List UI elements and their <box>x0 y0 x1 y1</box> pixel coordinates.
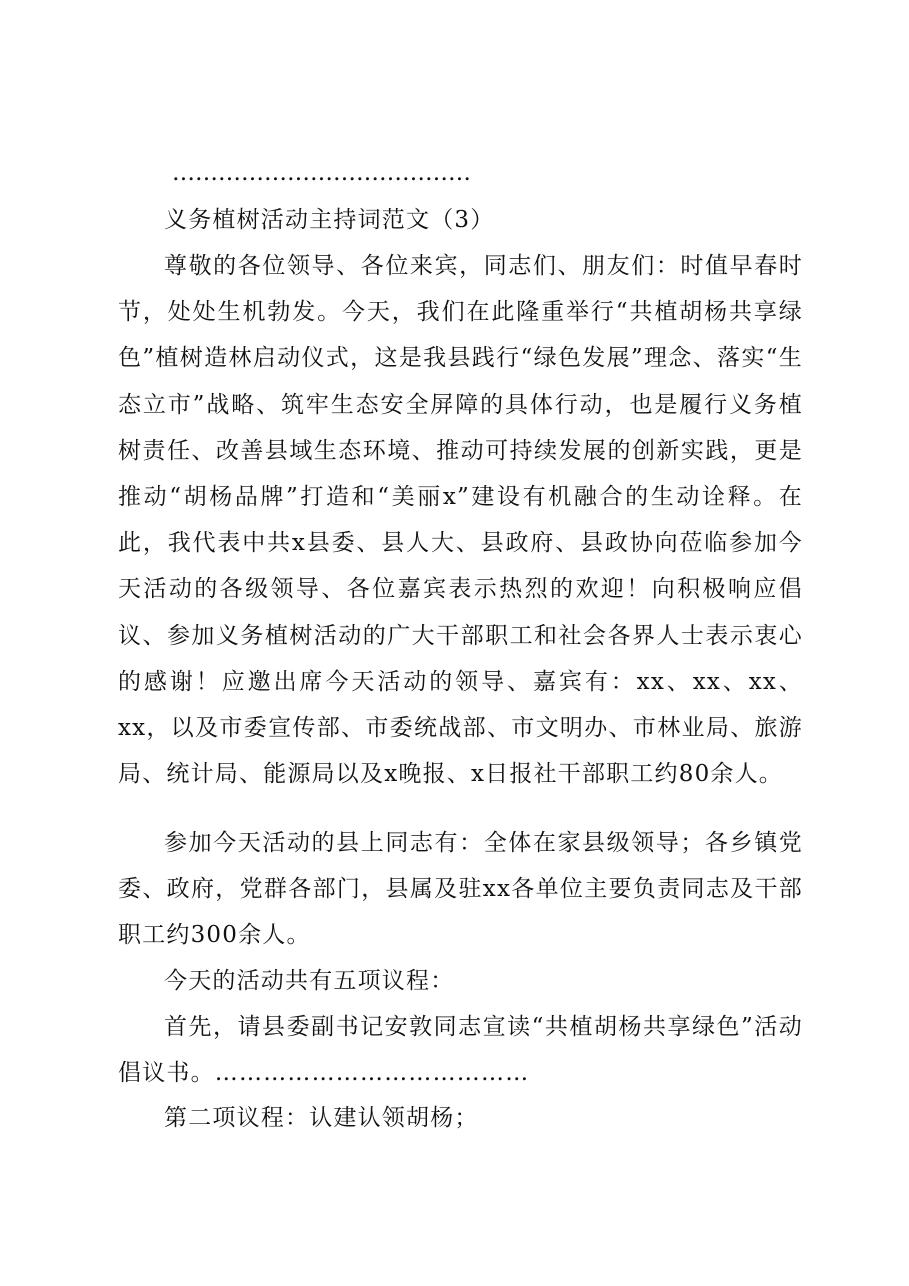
paragraph-agenda-item-1: 首先，请县委副书记安敦同志宣读“共植胡杨共享绿色”活动倡议书。………………………………… <box>118 1014 803 1087</box>
paragraph-agenda-item-2: 第二项议程：认建认领胡杨； <box>164 1105 479 1131</box>
paragraph-attendees: 参加今天活动的县上同志有：全体在家县级领导；各乡镇党委、政府，党群各部门，县属及驻xx各单位主要负责同志及干部职工约300余人。 <box>118 830 803 949</box>
paragraph-opening: 尊敬的各位领导、各位来宾，同志们、朋友们：时值早春时节，处处生机勃发。今天，我们在此隆重举行“共植胡杨共享绿色”植树造林启动仪式，这是我县践行“绿色发展”理念、落实“生态立市”战略、筑牢生态安全屏障的具体行动，也是履行义务植树责任、改善县域生态环境、推动可持续发展的创新实践，更是推动“胡杨品牌”打造和“美丽x”建设有机融合的生动诠释。在此，我代表中共x县委、县人大、县政府、县政协向莅临参加今天活动的各级领导、各位嘉宾表示热烈的欢迎！向积极响应倡议、参加义务植树活动的广大干部职工和社会各界人士表示衷心的感谢！应邀出席今天活动的领导、嘉宾有：xx、xx、xx、xx，以及市委宣传部、市委统战部、市文明办、市林业局、旅游局、统计局、能源局以及x晚报、x日报社干部职工约80余人。 <box>118 253 803 788</box>
paragraph-agenda-intro: 今天的活动共有五项议程： <box>164 968 455 994</box>
leading-ellipsis: ………………………………… <box>172 160 471 186</box>
document-title: 义务植树活动主持词范文（3） <box>164 207 495 233</box>
